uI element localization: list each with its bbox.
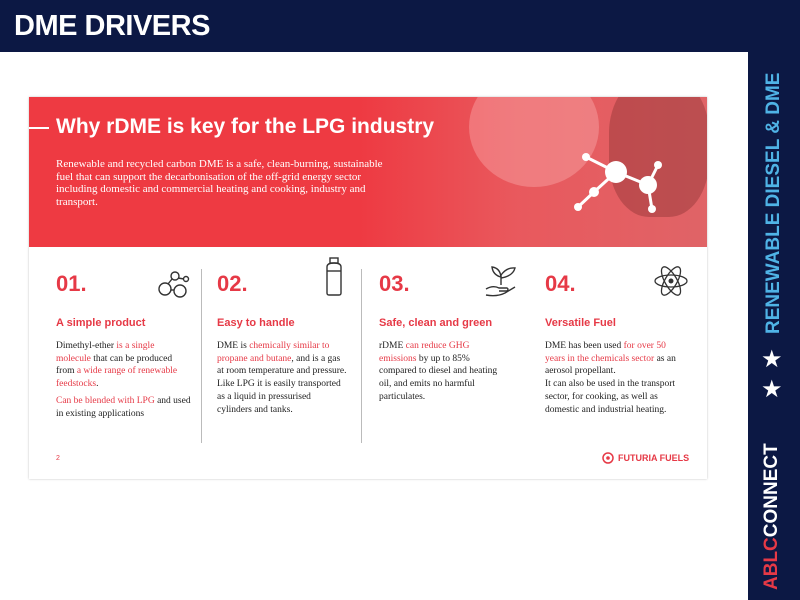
column-title: A simple product	[56, 317, 146, 329]
sidebar-vertical-title: RENEWABLE DIESEL & DME	[763, 72, 784, 334]
text-run: that can be produced from	[56, 353, 173, 377]
text-run-highlight: can reduce GHG emissions	[379, 341, 470, 364]
flame-logo-icon	[602, 452, 614, 464]
heading-dash	[29, 127, 49, 129]
page-number: 2	[56, 455, 60, 462]
text-run: DME is	[217, 341, 250, 351]
column-number: 03.	[379, 271, 410, 296]
slide-banner	[29, 97, 707, 247]
text-run: as an aerosol propellant.	[545, 353, 676, 377]
column-title: Versatile Fuel	[545, 317, 616, 329]
star-icon: ★	[761, 376, 783, 403]
column-text	[56, 340, 191, 424]
column-text	[217, 340, 347, 420]
text-run: , and is a gas at room temperature and pressure. Like LPG it is easily transported as a liquid in pressurised cylinders and tanks.	[217, 353, 347, 415]
text-run: and used in existing applications	[56, 395, 191, 419]
brand-part-ablc: ABLC	[761, 537, 782, 590]
column-divider	[201, 269, 202, 443]
text-run-highlight: is a single molecule	[56, 341, 155, 364]
logo-text: FUTURIA FUELS	[618, 453, 690, 463]
futuria-fuels-logo	[602, 452, 689, 464]
column-number: 01.	[56, 271, 87, 296]
brand-part-connect: CONNECT	[761, 443, 782, 538]
column-number: 02.	[217, 271, 248, 296]
column-text	[379, 340, 499, 408]
molecule-icon	[156, 269, 190, 299]
text-run: DME has been used	[545, 341, 624, 351]
atom-icon	[653, 263, 689, 299]
text-run-highlight: Can be blended with LPG	[56, 395, 155, 406]
star-icon: ★	[761, 346, 783, 373]
column-title: Safe, clean and green	[379, 317, 493, 329]
molecule-illustration-icon	[556, 147, 666, 227]
text-run: .	[96, 379, 99, 390]
column-title: Easy to handle	[217, 317, 295, 329]
text-run: rDME	[379, 341, 406, 351]
text-run: Dimethyl-ether	[56, 341, 117, 351]
text-run: by up to 85% compared to diesel and heating oil, and emits no harmful particulates.	[379, 353, 498, 402]
text-run-highlight: a wide range of renewable feedstocks	[56, 366, 178, 390]
slide-heading: Why rDME is key for the LPG industry	[56, 115, 435, 138]
plant-hand-icon	[483, 263, 519, 299]
column-divider	[361, 269, 362, 443]
slide-image	[29, 97, 707, 479]
gas-cylinder-icon	[323, 257, 345, 297]
text-run: It can also be used in the transport sector, for cooking, as well as domestic and industrial heating.	[545, 379, 676, 415]
page-title: DME DRIVERS	[14, 10, 210, 42]
text-run-highlight: chemically similar to propane and butane	[217, 341, 330, 364]
header-bar	[0, 0, 748, 52]
column-number: 04.	[545, 271, 576, 296]
slide-intro: Renewable and recycled carbon DME is a safe, clean-burning, sustainable fuel that can support the decarbonisation of the off-grid energy sector including domestic and commercial heating and cooking, industry and transport.	[56, 158, 383, 208]
brand-logo-text	[761, 443, 783, 590]
text-run-highlight: for over 50 years in the chemicals sector	[545, 341, 666, 364]
column-text	[545, 340, 685, 420]
